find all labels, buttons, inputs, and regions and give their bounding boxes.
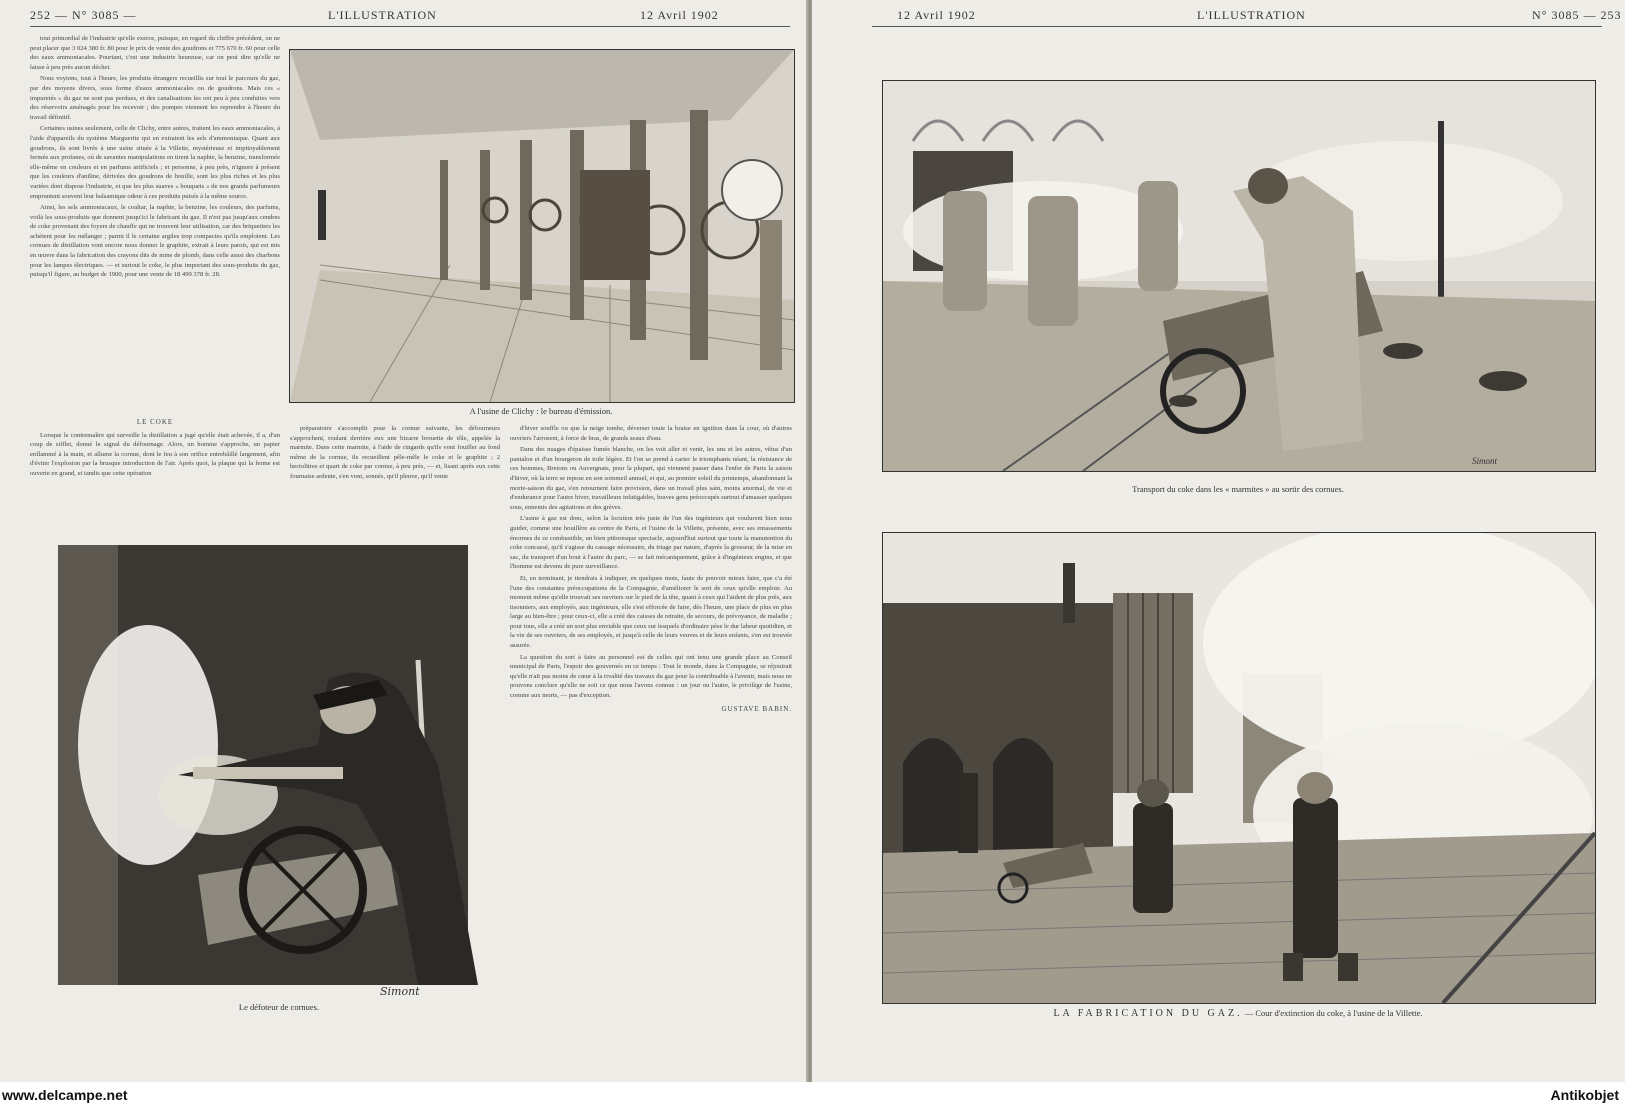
paragraph: Lorsque le contremaître qui surveille la distillation a jugé qu'elle était achevée, il a, d'un coup de sifflet, donné le signal du défournage. Alors, un homme s'approche, un papier enflammé à la main, et allume la cornue, dont le feu à son orifice entrebâillé largement, afin d'éviter l'explosion par la brusque introduction de l'air. Après quoi, la plaque qui la ferme est ouverte en grand, et tandis que cette opération: [30, 431, 280, 477]
paragraph: préparatoire s'accomplit pour la cornue suivante, les défourneurs s'approchent, roulant derrière eux une bizarre brouette de tôle, appelée la marmite. Dans cette marmite, à l'aide de ringards qu'ils vont fouiller au fond même de la cornue, ils recueillent pêle-mêle le coke et le graphite ; 2 hectolitres et quart de coke par cornue, à peu près, — et, lisant après eux cette fournaise ardente, s'en vont, sonnés, qu'il pleuve, qu'il vente: [290, 425, 500, 480]
caption-text: — Cour d'extinction du coke, à l'usine de la Villette.: [1244, 1008, 1423, 1018]
watermark-right: Antikobjet: [1550, 1087, 1619, 1103]
subheading: LE COKE: [136, 418, 174, 426]
watermark-left: www.delcampe.net: [2, 1087, 128, 1103]
paragraph: Ainsi, les sels ammoniacaux, le coaltar, la naphte, la benzine, les couleurs, des parfums, voilà les sous-produits que donnent jusqu'ici le fabricant du gaz. Il n'est pas jusqu'aux cendres de coke provenant des foyers de chauffe qui ne trouvent leur utilisation, car des briquetiers les achètent pour les mélanger ; parmi il le certaine argiles trop compactes qu'ils emploient. Les cornues de distillation vont encore nous donner le graphite, extrait à leurs parois, qui est mis en œuvre dans la fabrication des crayons dits de mine de plomb, dans celle aussi des charbons pour les lampes électriques. — et surtout le coke, le plus important des sous-produits du gaz, puisqu'il figure, au budget de 1900, pour une vente de 18 499 378 fr. 28.: [30, 204, 280, 279]
right-date: 12 Avril 1902: [897, 8, 976, 22]
illustration-clichy-office: [289, 49, 795, 403]
figure-caption: A l'usine de Clichy : le bureau d'émission.: [469, 406, 613, 416]
watermark-bar: [0, 1082, 1625, 1108]
figure-caption: Le défoteur de cornues.: [238, 1002, 320, 1012]
paragraph: Dans des nuages d'épaisse fumée blanche, on les voit aller et venir, les uns et les autres, vêtus d'un pantalon et d'un bourgeron de toile légère. Et l'on se prend à carier le triomphants néant, la résistance de ces hommes, Bretons ou Auvergnats, pour la plupart, qui viennent passer dans l'enfer de Paris la saison d'hiver, où la terre se repose en son sommeil annuel, et qui, au premier soleil du printemps, abandonnant la morte-saison du gaz, s'en retournent faire provision, dans un travail plus sain, moins anormal, de vie et d'endurance pour l'autre hiver, travailleurs infatigables, braves gens préoccupés surtout d'amasser quelques sous, ennemis des agitations et des grèves.: [510, 446, 792, 511]
left-date: 12 Avril 1902: [640, 8, 719, 22]
paragraph: Certaines usines seulement, celle de Clichy, entre autres, traitent les eaux ammoniacales, à l'aide d'appareils du système Marguerite qui en extraient les sels d'ammoniaque. Quant aux goudrons, ils sont livrés à une usine située à la Villette, mystérieuse et impitoyablement fermée aux profanes, où de savantes manipulations en tirent la naphte, la benzine, transformée elle-même en couleurs et en parfums artificiels ; et personne, à peu près, n'ignore à présent que les couleurs d'aniline, dérivées des goudrons de houille, sont les plus riches et les plus variées dont dispose l'industrie, et que les plus suaves « bouquets » de nos grands parfumeurs empruntent souvent leur balsamique odeur à ces produits puisés à la même source.: [30, 125, 280, 200]
illustration-coke-worker: [58, 545, 500, 993]
artist-signature: Simont: [380, 985, 420, 998]
right-page-number: N° 3085 — 253: [1532, 8, 1622, 22]
illustration-coke-yard: [882, 532, 1596, 1004]
paragraph: L'usine à gaz est donc, selon la locution très juste de l'un des ingénieurs qui voulurent bien nous guider, comme une houillère au centre de Paris, et l'usine de la Villette, présente, avec ses entassements énormes de ce combustible, un bien pittoresque spectacle, aujourd'hui surtout que toute la manutention du coke concassé, qu'il s'agisse du cassage nécessaire, du triage par nature, d'après la grosseur, de la mise en sac, du transport d'un bout à l'autre du parc, — se fait mécaniquement, grâce à d'ingénieux engins, et que l'homme est devenu de pure surveillance.: [510, 515, 792, 571]
artist-signature: Simont: [1472, 456, 1498, 466]
caption-title: LA FABRICATION DU GAZ.: [1053, 1008, 1243, 1019]
paragraph: La question du sort à faire au personnel est de celles qui ont tenu une grande place au Conseil municipal de Paris, l'espoir des gouvernés en ce temps : Tout le monde, dans la Compagnie, se réjouirait qu'elle n'ait pas moins de cœur à la rivalité des travaux du gaz pour la contribuable à l'avenir, mais nous ne pouvons conclure qu'elle ne soit ce que nous l'avons connue : un jour ou l'autre, le privilège de l'usine, comme aux morts, — pas d'exception.: [510, 653, 792, 700]
paragraph: Et, en terminant, je tiendrais à indiquer, en quelques mots, faute de pouvoir mieux faire, que c'a été l'une des constantes préoccupations de la Compagnie, d'améliorer le sort de ceux qu'elle emploie. Au moment même qu'elle trouvait ses ouvriers sur le pied de la tête, quant à ceux qui l'aident de plus près, aux tisonniers, aux employés, aux ingénieurs, elle s'est efforcée de faire, dès l'heure, une place de plus en plus large au bien-être ; pour ceux-ci, elle a créé des caisses de retraite, de secours, de prévoyance, de maladie ; pour tous, elle a créé un sort plus enviable que ceux sur lesquels d'ordinaire pèse le dur labeur quotidien, et la vie de ses ouvriers, de ses employés, et jusqu'à celle de leurs veuves et de leurs enfants, s'en est trouvée assurée.: [510, 574, 792, 650]
illustration-coke-transport: [882, 80, 1596, 472]
left-page-number: 252 — N° 3085 —: [30, 8, 137, 22]
right-page: [812, 0, 1625, 1082]
article-column-1: [30, 34, 280, 410]
paragraph: tout primordial de l'industrie qu'elle exerce, puisque, en regard du chiffre précédent, on ne peut placer que 3 024 380 fr. 80 pour le prix de vente des goudrons et 775 670 fr. 60 pour celle des eaux ammoniacales. Pourtant, c'est une industrie heureuse, car on peut dire qu'elle ne laisse à peu près aucun déchet.: [30, 35, 280, 71]
figure-caption-main: [882, 1008, 1594, 1019]
figure-caption: Transport du coke dans les « marmites » au sortir des cornues.: [1132, 484, 1344, 494]
header-rule: [30, 26, 790, 27]
header-rule: [872, 26, 1602, 27]
right-masthead: L'ILLUSTRATION: [1197, 8, 1306, 22]
author-signature: GUSTAVE BABIN.: [721, 704, 792, 713]
paragraph: d'hiver souffle ou que la neige tombe, déverser toute la braise en ignition dans la cour, où d'autres ouvriers l'arrosent, à force de bras, de grands seaux d'eau.: [510, 425, 792, 442]
article-column-1b: [30, 415, 280, 515]
paragraph: Nous voyions, tout à l'heure, les produits étrangers recueillis sur tout le parcours du gaz, par des moyens divers, sous forme d'eaux ammoniacales ou de goudrons. Mais ces « impuretés » du gaz ne sont pas perdues, et des canalisations les ont peu à peu conduites vers des réservoirs aménagés pour les recevoir ; des pompes viennent les reprendre à l'heure du travail définitif.: [30, 75, 280, 121]
article-column-3: [510, 424, 792, 1014]
article-column-2: [290, 424, 500, 516]
left-page: [0, 0, 808, 1082]
left-masthead: L'ILLUSTRATION: [328, 8, 437, 22]
